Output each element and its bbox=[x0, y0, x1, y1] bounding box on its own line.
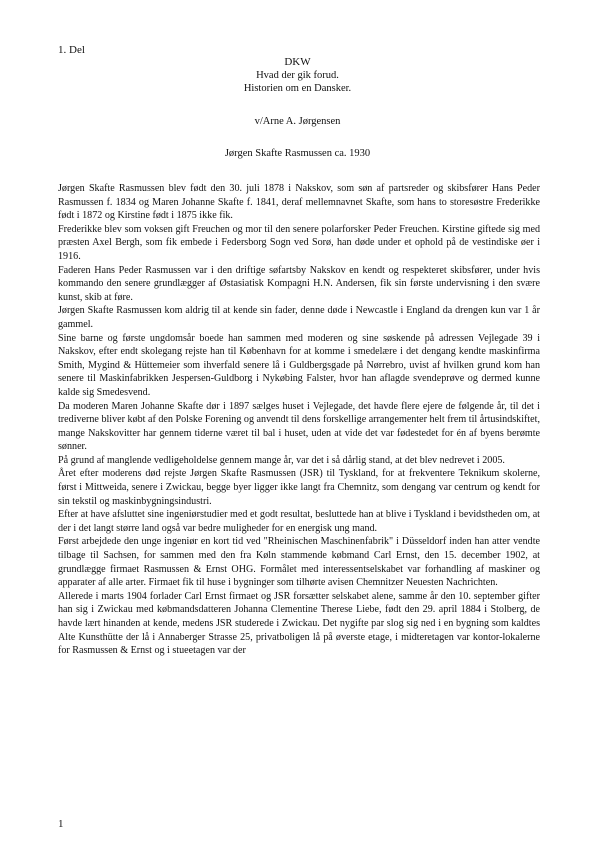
paragraph: Jørgen Skafte Rasmussen blev født den 30. juli 1878 i Nakskov, som søn af partsreder og skibsfører Hans Peder Rasmussen f. 1834 og Maren Johanne Skafte f. 1841, deraf mellemnavnet Skafte, som hans to storesøstre Frederikke født i 1872 og Kirstine født i 1875 ikke fik. bbox=[58, 183, 540, 222]
part-label: 1. Del bbox=[58, 44, 85, 56]
paragraph: Da moderen Maren Johanne Skafte dør i 1897 sælges huset i Vejlegade, det havde flere ejere de følgende år, til det i trediverne bliver købt af den Polske Forening og anvendt til dens forskellige arrangementer helt frem til årtusindskiftet, mange Nakskovitter har gennem tiderne været til bal i huset, uden at vide det var fødestedet for én af byens berømte sønner. bbox=[58, 400, 540, 453]
body-text bbox=[58, 182, 540, 658]
page-number: 1 bbox=[58, 818, 64, 830]
paragraph: Først arbejdede den unge ingeniør en kort tid ved "Rheinischen Maschinenfabrik" i Düsseldorf inden han atter vendte tilbage til Sachsen, for sammen med den fra Køln stammende købmand Carl Ernst, den 15. december 1902, at grundlægge firmaet Rasmussen & Ernst OHG. Formålet med interessentselskabet var forhandling af maskiner og apparater af alle arter. Firmaet fik til huse i bygninger som tilhørte avisen Chemnitzer Neuesten Nachrichten. bbox=[58, 536, 540, 589]
paragraph: På grund af manglende vedligeholdelse gennem mange år, var det i så dårlig stand, at det blev nedrevet i 2005. bbox=[58, 454, 505, 466]
paragraph: Året efter moderens død rejste Jørgen Skafte Rasmussen (JSR) til Tyskland, for at frekventere Teknikum skolerne, først i Mittweida, senere i Zwickau, begge byer ligger ikke langt fra Chemnitz, som dengang var centrum og kendt for sin tekstil og maskinbygningsindustri. bbox=[58, 468, 540, 507]
photo-caption: Jørgen Skafte Rasmussen ca. 1930 bbox=[224, 148, 371, 159]
paragraph: Allerede i marts 1904 forlader Carl Ernst firmaet og JSR forsætter selskabet alene, samme år den 10. september gifter han sig i Zwickau med købmandsdatteren Johanna Clementine Therese Liebe, født den 29. april 1884 i Stolberg, de havde lært hinanden at kende, medens JSR studerede i Zwickau. Det nygifte par slog sig ned i en bygning som kaldtes Alte Kunsthütte der lå i Annaberger Strasse 25, privatboligen lå på øverste etage, i midteretagen var kontor-lokalerne for Rasmussen & Ernst og i stueetagen var der bbox=[58, 590, 540, 657]
title-block bbox=[0, 56, 595, 95]
paragraph: Efter at have afsluttet sine ingeniørstudier med et godt resultat, besluttede han at blive i Tyskland i bevidstheden om, at der i det langt større land også var bedre muligheder for en energisk ung mand. bbox=[58, 509, 540, 534]
author-line: v/Arne A. Jørgensen bbox=[254, 116, 341, 127]
paragraph: Jørgen Skafte Rasmussen kom aldrig til at kende sin fader, denne døde i Newcastle i England da drengen kun var 1 år gammel. bbox=[58, 305, 540, 330]
document-subtitle: Hvad der gik forud. bbox=[256, 70, 339, 81]
document-title: DKW bbox=[284, 56, 311, 68]
paragraph: Frederikke blev som voksen gift Freuchen og mor til den senere polarforsker Peder Freuchen. Kirstine giftede sig med præsten Axel Bergh, som fik embede i Federsborg Sogn ved Sorø, han døde under et ophold på de vestindiske øer i 1916. bbox=[58, 223, 540, 262]
paragraph: Sine barne og første ungdomsår boede han sammen med moderen og sine søskende på adressen Vejlegade 39 i Nakskov, efter endt skolegang rejste han til København for at komme i smedelære i det dengang kendte maskinfirma Smith, Mygind & Hüttemeier som ihverfald senere lå i Guldbergsgade på Nørrebro, uvist af hvilken grund kom han senere til Maskinfabrikken Jespersen-Guldborg i Nykøbing Falster, hvor han aflagde svendeprøve og dermed kunne kalde sig Smedesvend. bbox=[58, 332, 540, 398]
document-subtitle-2: Historien om en Dansker. bbox=[243, 83, 352, 94]
paragraph: Faderen Hans Peder Rasmussen var i den driftige søfartsby Nakskov en kendt og respekteret skibsfører, under hvis kommando den senere grundlægger af Østasiatisk Kompagni H.N. Andersen, fik sin første undervisning i den svære kunst, skib at føre. bbox=[58, 264, 540, 303]
